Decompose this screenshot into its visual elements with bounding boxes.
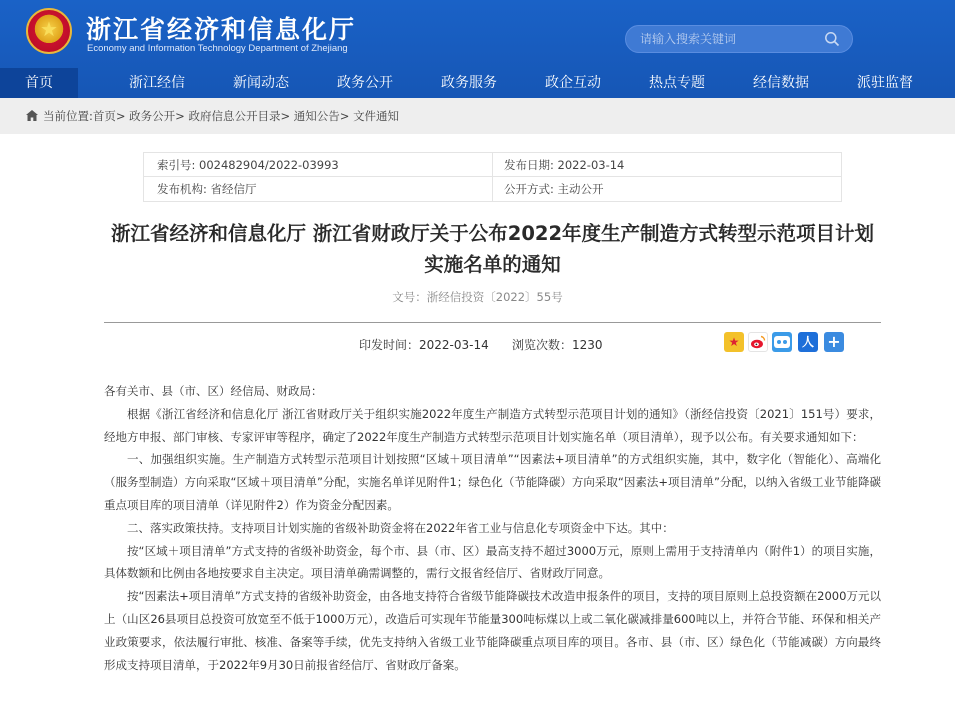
home-icon	[26, 110, 38, 121]
article-body	[104, 380, 881, 676]
site-name-cn[interactable]: 浙江省经济和信息化厅	[86, 15, 357, 44]
nav-item-home[interactable]: 首页	[0, 68, 78, 98]
breadcrumb-separator: >	[115, 109, 130, 123]
search-input[interactable]	[640, 26, 820, 52]
document-meta-table	[143, 152, 842, 202]
article-paragraph: 一、加强组织实施。生产制造方式转型示范项目计划按照“区域＋项目清单”“因素法+项目清单”的方式组织实施，其中，数字化（智能化）、高端化（服务型制造）方向采取“区域＋项目清单”分配，实施名单详见附件1；绿色化（节能降碳）方向采取“因素法+项目清单”分配，以纳入省级工业节能降碳重点项目库的项目清单（详见附件2）作为资金分配因素。	[104, 452, 881, 512]
more-share-icon[interactable]: +	[824, 332, 844, 352]
breadcrumb-gov-affairs-open[interactable]: 政务公开	[129, 109, 176, 123]
article-paragraph: 按“区域＋项目清单”方式支持的省级补助资金，每个市、县（市、区）最高支持不超过3000万元，原则上需用于支持清单内（附件1）的项目实施，具体数额和比例由各地按要求自主决定。项目清单确需调整的，需行文报省经信厅、省财政厅同意。	[104, 543, 881, 581]
article-paragraph: 根据《浙江省经济和信息化厅 浙江省财政厅关于组织实施2022年度生产制造方式转型示范项目计划的通知》（浙经信投资〔2021〕151号）要求，经地方申报、部门审核、专家评审等程序，确定了2022年度生产制造方式转型示范项目计划实施名单（项目清单），现予以公布。有关要求通知如下：	[104, 406, 881, 444]
article-paragraph: 二、落实政策扶持。支持项目计划实施的省级补助资金将在2022年省工业与信息化专项资金中下达。其中：	[127, 520, 674, 535]
breadcrumb-separator: >	[339, 109, 354, 123]
document-number: 文号：浙经信投资〔2022〕55号	[392, 290, 563, 304]
divider	[104, 322, 881, 323]
renren-share-icon[interactable]: 人	[798, 332, 818, 352]
breadcrumb-notices[interactable]: 通知公告	[293, 109, 340, 123]
nav-item-interaction[interactable]: 政企互动	[545, 75, 601, 91]
breadcrumb-separator: >	[175, 109, 189, 123]
nav-item-zhejiang-jingxin[interactable]: 浙江经信	[129, 75, 185, 91]
meta-disclosure: 公开方式: 主动公开	[504, 182, 604, 196]
print-time: 印发时间：2022-03-14	[359, 338, 489, 352]
breadcrumb-file-notices[interactable]: 文件通知	[353, 109, 400, 123]
favorite-share-icon[interactable]: ★	[724, 332, 744, 352]
breadcrumb-separator: >	[280, 109, 294, 123]
article-paragraph: 按“因素法+项目清单”方式支持的省级补助资金，由各地支持符合省级节能降碳技术改造申报条件的项目，支持的项目原则上总投资额在2000万元以上（山区26县项目总投资可放宽至不低于1000万元），改造后可实现年节能量300吨标煤以上或二氧化碳减排量600吨以上，并符合节能、环保和相关产业政策要求，依法履行审批、核准、备案等手续，优先支持纳入省级工业节能降碳重点项目库的项目。各市、县（市、区）绿色化（节能减碳）方向最终形成支持项目清单，于2022年9月30日前报省经信厅、省财政厅备案。	[104, 589, 881, 672]
breadcrumb-home[interactable]: 首页	[92, 109, 116, 123]
breadcrumb-prefix: 当前位置:	[43, 109, 93, 123]
article-title-line: 浙江省经济和信息化厅 浙江省财政厅关于公布2022年度生产制造方式转型示范项目计划	[110, 222, 875, 245]
nav-item-supervision[interactable]: 派驻监督	[857, 75, 913, 91]
meta-row	[144, 153, 841, 177]
nav-item-gov-affairs-open[interactable]: 政务公开	[337, 75, 393, 91]
national-emblem-icon[interactable]: ★	[26, 8, 72, 54]
meta-publisher: 发布机构: 省经信厅	[157, 182, 257, 196]
view-count: 浏览次数：1230	[512, 338, 603, 352]
meta-publish-date: 发布日期: 2022-03-14	[504, 158, 625, 172]
nav-item-gov-services[interactable]: 政务服务	[441, 75, 497, 91]
search-icon[interactable]	[824, 31, 840, 47]
breadcrumb-info-catalog[interactable]: 政府信息公开目录	[188, 109, 281, 123]
nav-item-jingxin-data[interactable]: 经信数据	[753, 75, 809, 91]
article-title	[90, 218, 895, 280]
qq-share-icon[interactable]	[772, 332, 792, 352]
weibo-share-icon[interactable]	[748, 332, 768, 352]
article-paragraph: 各有关市、县（市、区）经信局、财政局：	[104, 384, 323, 398]
nav-item-hot-topics[interactable]: 热点专题	[649, 75, 705, 91]
search-box	[625, 25, 853, 53]
meta-row	[144, 177, 841, 201]
breadcrumb	[43, 108, 399, 124]
main-nav	[0, 68, 955, 98]
meta-index-no: 索引号: 002482904/2022-03993	[157, 158, 339, 172]
breadcrumb-bar	[0, 98, 955, 134]
site-header	[0, 0, 955, 98]
site-name-en: Economy and Information Technology Department of Zhejiang	[87, 43, 348, 54]
article-title-line: 实施名单的通知	[424, 253, 561, 276]
nav-item-news[interactable]: 新闻动态	[233, 75, 289, 91]
